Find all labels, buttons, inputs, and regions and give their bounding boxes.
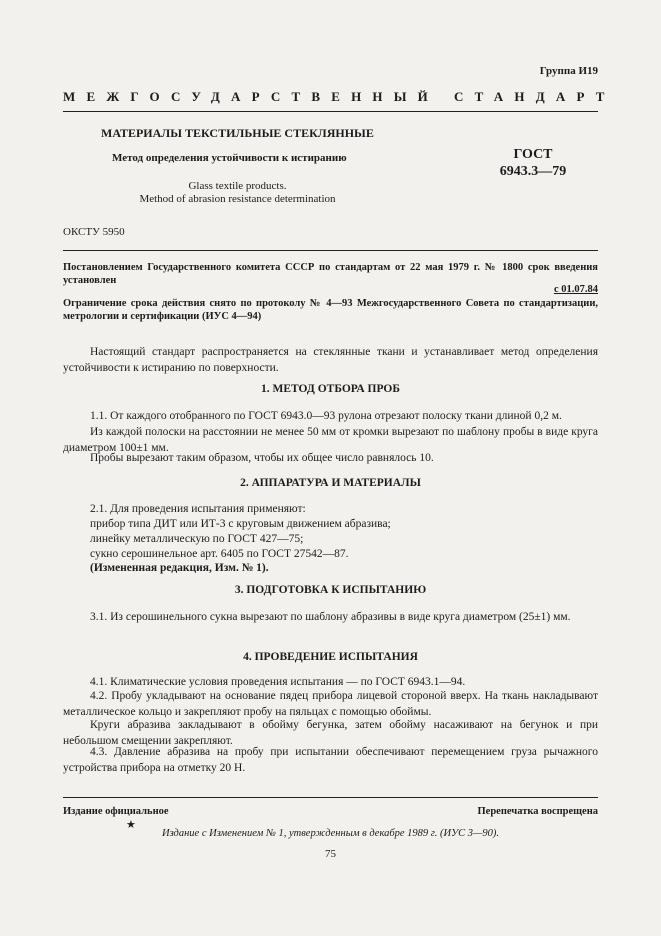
official-edition-label: Издание официальное [63, 806, 169, 817]
limitation-text: Ограничение срока действия снято по протоколу № 4—93 Межгосударственного Совета по стандартизации, метрологии и сертификации (ИУС 4—94) [63, 298, 598, 322]
section-4-heading: 4. ПРОВЕДЕНИЕ ИСПЫТАНИЯ [243, 651, 418, 663]
gost-designation [478, 146, 588, 180]
english-title-line-2: Method of abrasion resistance determination [139, 193, 336, 205]
okstu-rule [63, 250, 598, 251]
english-title-line-1: Glass textile products. [188, 180, 287, 192]
gost-number: 6943.3—79 [499, 164, 567, 179]
section-1-heading: 1. МЕТОД ОТБОРА ПРОБ [261, 383, 400, 395]
document-title: МАТЕРИАЛЫ ТЕКСТИЛЬНЫЕ СТЕКЛЯННЫЕ [101, 126, 374, 140]
document-subtitle: Метод определения устойчивости к истиранию [112, 152, 347, 164]
reprint-prohibited-label: Перепечатка воспрещена [477, 806, 598, 817]
amendment-footnote: Издание с Изменением № 1, утвержденным в декабре 1989 г. (ИУС 3—90). [162, 828, 499, 839]
section-4-paragraph-2: 4.2. Пробу укладывают на основание пядец прибора лицевой стороной вверх. На ткань накладывают металлическое кольцо и закрепляют пробу на пяльцах с помощью обоймы. [63, 690, 598, 718]
section-1-paragraph-3: Пробы вырезают таким образом, чтобы их общее число равнялось 10. [90, 452, 434, 464]
section-4-paragraph-4: 4.3. Давление абразива на пробу при испытании обеспечивают перемещением груза рычажного устройства прибора на отметку 20 Н. [63, 746, 598, 774]
okstu-code: ОКСТУ 5950 [63, 226, 125, 238]
header-interstate: МЕЖГОСУДАРСТВЕННЫЙ [63, 89, 439, 104]
footer-rule [63, 797, 598, 798]
section-2-item-2: линейку металлическую по ГОСТ 427—75; [90, 533, 304, 545]
decree-text: Постановлением Государственного комитета СССР по стандартам от 22 мая 1979 г. № 1800 срок введения установлен [63, 262, 598, 286]
section-2-paragraph-1: 2.1. Для проведения испытания применяют: [90, 503, 306, 515]
star-icon: ★ [126, 819, 136, 831]
english-title [130, 180, 345, 206]
section-1-paragraph-1: 1.1. От каждого отобранного по ГОСТ 6943.0—93 рулона отрезают полоску ткани длиной 0,2 м. [90, 410, 562, 422]
page-number: 75 [325, 848, 336, 860]
section-2-amendment-note: (Измененная редакция, Изм. № 1). [90, 562, 269, 574]
section-3-heading: 3. ПОДГОТОВКА К ИСПЫТАНИЮ [234, 584, 427, 596]
section-2-heading: 2. АППАРАТУРА И МАТЕРИАЛЫ [240, 477, 421, 489]
group-code: Группа И19 [539, 65, 598, 77]
section-3-paragraph-1: 3.1. Из серошинельного сукна вырезают по шаблону абразивы в виде круга диаметром (25±1) мм. [90, 611, 571, 623]
effective-date: с 01.07.84 [553, 284, 598, 295]
section-4-paragraph-1: 4.1. Климатические условия проведения испытания — по ГОСТ 6943.1—94. [90, 676, 466, 688]
section-2-item-3: сукно серошинельное арт. 6405 по ГОСТ 27542—87. [90, 548, 349, 560]
header-standard: СТАНДАРТ [454, 89, 616, 104]
header-rule [63, 111, 598, 112]
section-2-item-1: прибор типа ДИТ или ИТ-3 с круговым движением абразива; [90, 518, 391, 530]
section-4-paragraph-3: Круги абразива закладывают в обойму бегунка, затем обойму насаживают на бегунок и при небольшом смещении закрепляют. [63, 719, 598, 747]
gost-label: ГОСТ [513, 147, 553, 162]
section-1-paragraph-2: Из каждой полоски на расстоянии не менее 50 мм от кромки вырезают по шаблону пробы в виде круга диаметром 100±1 мм. [63, 426, 598, 454]
intro-paragraph: Настоящий стандарт распространяется на стеклянные ткани и устанавливает метод определения устойчивости к истиранию по поверхности. [63, 346, 598, 374]
